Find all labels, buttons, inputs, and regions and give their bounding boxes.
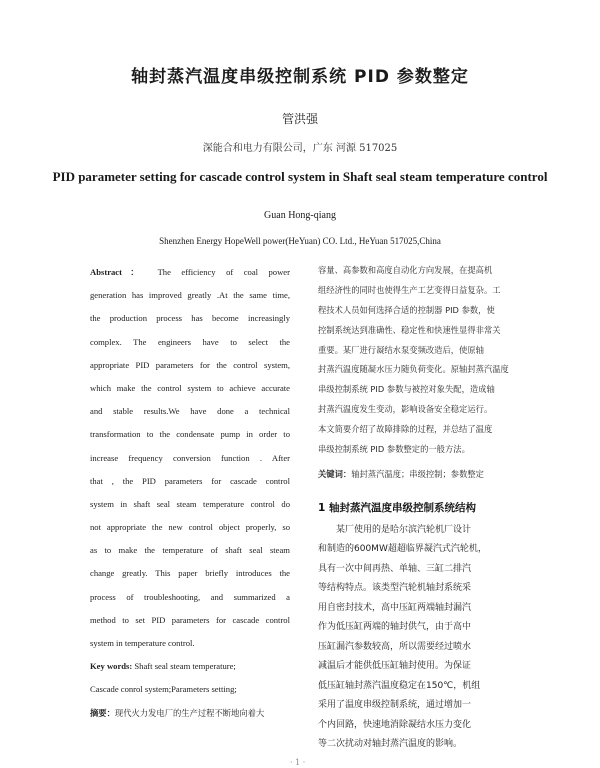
section-1-body — [318, 521, 518, 755]
affiliation-en: Shenzhen Energy HopeWell power(HeYuan) CO. Ltd., HeYuan 517025,China — [159, 236, 441, 246]
abstract-en-line: process of troubleshooting, and summarized a — [90, 591, 290, 602]
keywords-cn-label: 关键词： — [318, 468, 352, 479]
abstract-cn-label: 摘要： — [90, 707, 115, 718]
abstract-cn-line: 本文简要介绍了故障排除的过程，并总结了温度 — [318, 424, 493, 435]
section-1-line: 某厂使用的是哈尔滨汽轮机厂设计 — [336, 524, 472, 535]
abstract-en-line: method to set PID parameters for cascade control — [90, 614, 290, 625]
keywords-en-line: Cascade conrol system;Parameters setting; — [90, 684, 237, 695]
abstract-cn-line: 组经济性的同时也使得生产工艺变得日益复杂。工 — [318, 284, 501, 295]
abstract-en-line: as to make the temperature of shaft seal steam — [90, 545, 290, 556]
keywords-cn: 关键词：轴封蒸汽温度；串级控制；参数整定 — [318, 468, 484, 479]
abstract-cn-line: 串级控制系统 PID 参数与被控对象失配，造成轴 — [318, 384, 495, 395]
abstract-cn-start: 摘要：现代火力发电厂的生产过程不断地向着大 — [90, 707, 265, 718]
abstract-cn-line: 重要。某厂进行凝结水泵变频改造后，使原轴 — [318, 344, 484, 355]
abstract-cn-line: 控制系统达到准确性、稳定性和快速性显得非常关 — [318, 324, 501, 335]
abstract-en-line: complex. The engineers have to select the — [90, 336, 290, 347]
abstract-en-line: change greatly. This paper briefly introduces the — [90, 568, 290, 579]
abstract-en-line: increase frequency conversion function . After — [90, 452, 290, 463]
affiliation-cn: 深能合和电力有限公司，广东 河源 517025 — [202, 143, 398, 154]
abstract-en-line: system in shaft seal steam temperature control do — [90, 498, 290, 509]
section-1-line: 低压缸轴封蒸汽温度稳定在150℃，机组 — [318, 680, 481, 691]
abstract-cn-line: 容量、高参数和高度自动化方向发展，在提高机 — [318, 265, 493, 275]
abstract-en-line: generation has improved greatly .At the same time, — [90, 290, 290, 301]
section-1-line: 采用了温度串级控制系统，通过增加一 — [318, 700, 472, 711]
author-en: Guan Hong-qiang — [264, 210, 336, 221]
section-1-line: 等结构特点。该类型汽轮机轴封系统采 — [318, 583, 472, 594]
keywords-en: Key words: Shaft seal steam temperature; — [90, 661, 236, 672]
abstract-en-line: not appropriate the new control object properly, so — [90, 522, 290, 533]
abstract-en-line: appropriate PID parameters for the control system, — [90, 359, 290, 370]
section-1-line: 作为低压缸两端的轴封供气，由于高中 — [318, 622, 472, 633]
section-1-line: 和制造的600MW超超临界凝汽式汽轮机， — [318, 544, 487, 555]
abstract-en-line: that , the PID parameters for cascade control — [90, 475, 290, 486]
abstract-cn-line: 封蒸汽温度随凝水压力随负荷变化。原轴封蒸汽温度 — [318, 364, 509, 375]
abstract-en-line: and stable results.We have done a technical — [90, 406, 290, 417]
page-number: · 1 · — [290, 758, 306, 767]
author-cn: 管洪强 — [281, 112, 318, 126]
abstract-en-line: Abstract： The efficiency of coal power — [90, 267, 290, 277]
paper-title-en: PID parameter setting for cascade control system in Shaft seal steam temperature control — [52, 169, 548, 184]
section-1-line: 压缸漏汽参数较高，所以需要经过喷水 — [318, 641, 472, 652]
abstract-cn-line: 程技术人员如何选择合适的控制器 PID 参数，使 — [318, 304, 495, 315]
abstract-en-line: system in temperature control. — [90, 638, 195, 648]
left-column — [90, 261, 290, 725]
section-1-line: 具有一次中间再热、单轴、三缸二排汽 — [318, 563, 472, 574]
section-1-line: 等二次扰动对轴封蒸汽温度的影响。 — [318, 739, 463, 750]
section-1-line: 用自密封技术，高中压缸两端轴封漏汽 — [318, 602, 472, 613]
section-1-heading: 1 轴封蒸汽温度串级控制系统结构 — [318, 501, 476, 514]
keywords-en-label: Key words: — [90, 661, 133, 672]
abstract-en-label: Abstract： — [90, 267, 148, 277]
abstract-cn-line: 串级控制系统 PID 参数整定的一般方法。 — [318, 444, 470, 455]
abstract-cn-line: 封蒸汽温度发生变动，影响设备安全稳定运行。 — [318, 404, 493, 415]
right-column — [318, 261, 518, 755]
abstract-en-line: the production process has become increasingly — [90, 313, 290, 324]
section-1-line: 个内回路，快速地消除凝结水压力变化 — [318, 719, 472, 730]
abstract-en-line: transformation to the condensate pump in order to — [90, 429, 290, 440]
abstract-en-line: which make the control system to achieve accurate — [90, 382, 290, 393]
section-1-line: 减温后才能供低压缸轴封使用。为保证 — [318, 661, 472, 672]
paper-title-cn: 轴封蒸汽温度串级控制系统 PID 参数整定 — [131, 67, 469, 87]
